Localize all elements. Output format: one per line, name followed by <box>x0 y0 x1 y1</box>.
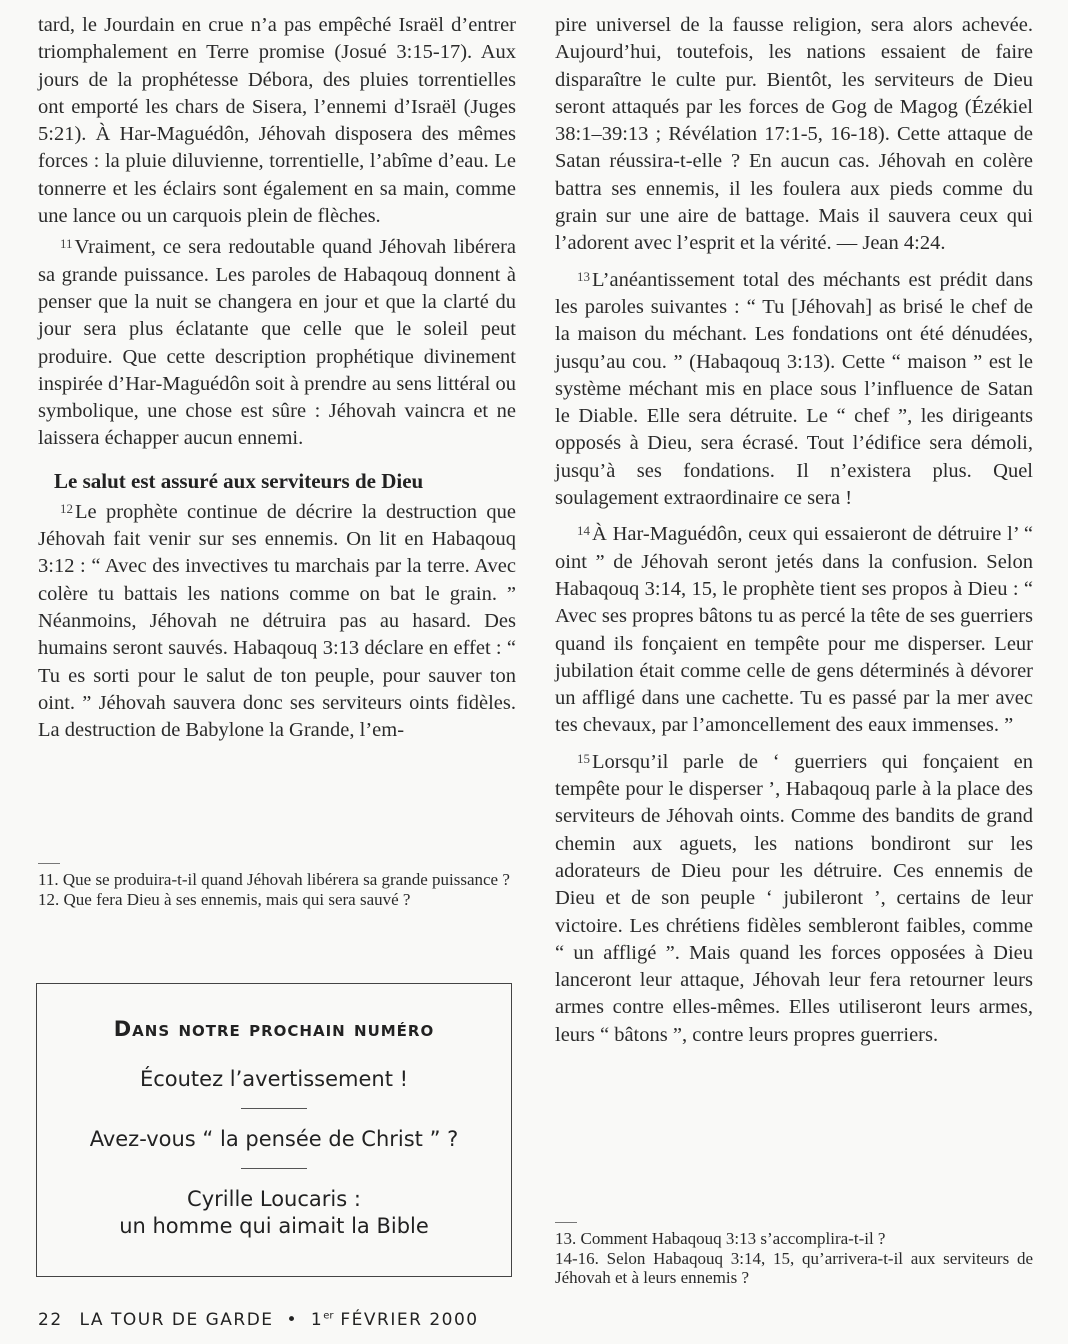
next-issue-article: Écoutez l’avertissement ! <box>139 1067 409 1091</box>
study-question: 14-16. Selon Habaqouq 3:14, 15, qu’arrivera-t-il aux serviteurs de Jéhovah et à leurs ennemis ? <box>555 1248 1033 1287</box>
next-issue-article-title: Cyrille Loucaris : <box>187 1187 361 1211</box>
questions-divider <box>38 863 60 864</box>
study-question: 13. Comment Habaqouq 3:13 s’accomplira-t-il ? <box>555 1229 886 1248</box>
right-column-text <box>555 12 1033 1049</box>
study-questions-left <box>38 849 514 909</box>
paragraph-text: Le prophète continue de décrire la destruction que Jéhovah fait venir sur ses ennemis. On lit en Habaqouq 3:12 : “ Avec des invectives tu marchais par la terre. Avec colère tu battais les nations comme on bat le grain. ” Néanmoins, Jéhovah ne détruira pas au hasard. Des humains seront sauvés. Habaqouq 3:13 déclare en effet : “ Tu es sorti pour le salut de ton peuple, pour sauver ton oint. ” Jéhovah sauvera donc ses serviteurs oints fidèles. La destruction de Babylone la Grande, l’em- <box>38 500 516 742</box>
paragraph-number: 12 <box>60 500 73 516</box>
left-column-text-2 <box>38 495 516 745</box>
paragraph-12 <box>38 495 516 745</box>
next-issue-article: Avez-vous “ la pensée de Christ ” ? <box>89 1127 459 1151</box>
date-day: 1 <box>310 1310 324 1330</box>
questions-divider <box>555 1222 577 1223</box>
next-issue-box <box>36 983 512 1277</box>
next-issue-heading: Dans notre prochain numéro <box>113 1017 435 1041</box>
study-question: 11. Que se produira-t-il quand Jéhovah libérera sa grande puissance ? <box>38 870 510 889</box>
paragraph-14 <box>555 517 1033 739</box>
paragraph-text: Lorsqu’il parle de ‘ guerriers qui fonçaient en tempête pour le disperser ’, Habaqouq parle à la place des serviteurs de Jéhovah oints. Comme des bandits de grand chemin aux aguets, les nations bondiront sur les adorateurs de Dieu pour les détruire. Ces ennemis de Dieu et de son peuple ‘ jubileront ’, certains de leur victoire. Les chrétiens fidèles sembleront faibles, comme “ un affligé ”. Mais quand les forces opposées à Dieu lanceront leur attaque, Jéhovah leur fera retourner leurs armes contre elles-mêmes. Elles utiliseront leurs armes, leurs “ bâtons ”, contre leurs propres guerriers. <box>555 750 1033 1046</box>
paragraph-number: 14 <box>577 523 590 539</box>
left-column <box>38 12 516 744</box>
paragraph-number: 13 <box>577 268 590 284</box>
paragraph-text: L’anéantissement total des méchants est prédit dans les paroles suivantes : “ Tu [Jéhovah] as brisé le chef de la maison du méchant. Les fondations ont été dénudées, jusqu’au cou. ” (Habaqouq 3:13). Cette “ maison ” est le système méchant mis en place sous l’influence de Satan le Diable. Elle sera détruite. Le “ chef ”, les dirigeants opposés à Dieu, sera écrasé. Tout l’édifice sera démoli, jusqu’à ses fondations. Il n’existera plus. Quel soulagement extraordinaire ce sera ! <box>555 268 1033 510</box>
paragraph-number: 15 <box>577 750 590 766</box>
next-issue-article-subtitle: un homme qui aimait la Bible <box>119 1214 429 1238</box>
intro-paragraph: tard, le Jourdain en crue n’a pas empêché Israël d’entrer triomphalement en Terre promise (Josué 3:15-17). Aux jours de la prophétesse Débora, des pluies torrentielles ont emporté les chars de Sisera, l’ennemi d’Israël (Juges 5:21). À Har-Maguédôn, Jéhovah disposera des mêmes forces : la pluie diluvienne, torrentielle, l’abîme d’eau. Le tonnerre et les éclairs sont également en sa main, comme une lance ou un carquois plein de flèches. <box>38 14 516 228</box>
page-footer <box>38 1310 479 1330</box>
publication-title: LA TOUR DE GARDE <box>79 1310 274 1330</box>
section-subheading: Le salut est assuré aux serviteurs de Dieu <box>54 468 424 493</box>
study-question: 12. Que fera Dieu à ses ennemis, mais qui sera sauvé ? <box>38 889 411 909</box>
paragraph-15 <box>555 745 1033 1049</box>
date-month-year: FÉVRIER 2000 <box>340 1310 479 1330</box>
paragraph-number: 11 <box>60 236 73 252</box>
right-column <box>555 12 1033 1049</box>
paragraph-13 <box>555 263 1033 513</box>
paragraph-text: À Har-Maguédôn, ceux qui essaieront de détruire l’ “ oint ” de Jéhovah seront jetés dans la confusion. Selon Habaqouq 3:14, 15, le prophète tient ses propos à Dieu : “ Avec ses propres bâtons tu as percé la tête de ses guerriers quand ils fonçaient en tempête pour me disperser. Leur jubilation était comme celle de gens déterminés à dévorer un affligé dans une cachette. Tu es passé par la mer avec tes chevaux, par l’amoncellement des eaux immenses. ” <box>555 523 1033 737</box>
paragraph-11 <box>38 230 516 452</box>
bullet-separator: • <box>286 1310 298 1330</box>
issue-date <box>311 1310 479 1330</box>
left-column-text <box>38 12 516 453</box>
paragraph-text: Vraiment, ce sera redoutable quand Jéhovah libérera sa grande puissance. Les paroles de Habaqouq donnent à penser que la nuit se changera en jour et que la clarté du jour sera plus éclatante que celle que le soleil peut produire. Que cette description prophétique divinement inspirée d’Har-Maguédôn soit à prendre au sens littéral ou symbolique, une chose est sûre : Jéhovah vaincra et ne laissera échapper aucun ennemi. <box>38 236 516 450</box>
date-ordinal: er <box>323 1310 334 1322</box>
study-questions-right <box>555 1208 1033 1288</box>
box-divider <box>241 1108 307 1109</box>
continued-paragraph: pire universel de la fausse religion, sera alors achevée. Aujourd’hui, toutefois, les nations essaient de faire disparaître le culte pur. Bientôt, les serviteurs de Dieu seront attaqués par les forces de Gog de Magog (Ézékiel 38:1–39:13 ; Révélation 17:1-5, 16-18). Cette attaque de Satan réussira-t-elle ? En aucun cas. Jéhovah en colère battra ses ennemis, il les foulera aux pieds comme du grain sur une aire de battage. Mais il sauvera ceux qui l’adorent avec l’esprit et la vérité. — Jean 4:24. <box>555 14 1033 255</box>
page-number: 22 <box>38 1310 63 1330</box>
box-divider <box>241 1168 307 1169</box>
